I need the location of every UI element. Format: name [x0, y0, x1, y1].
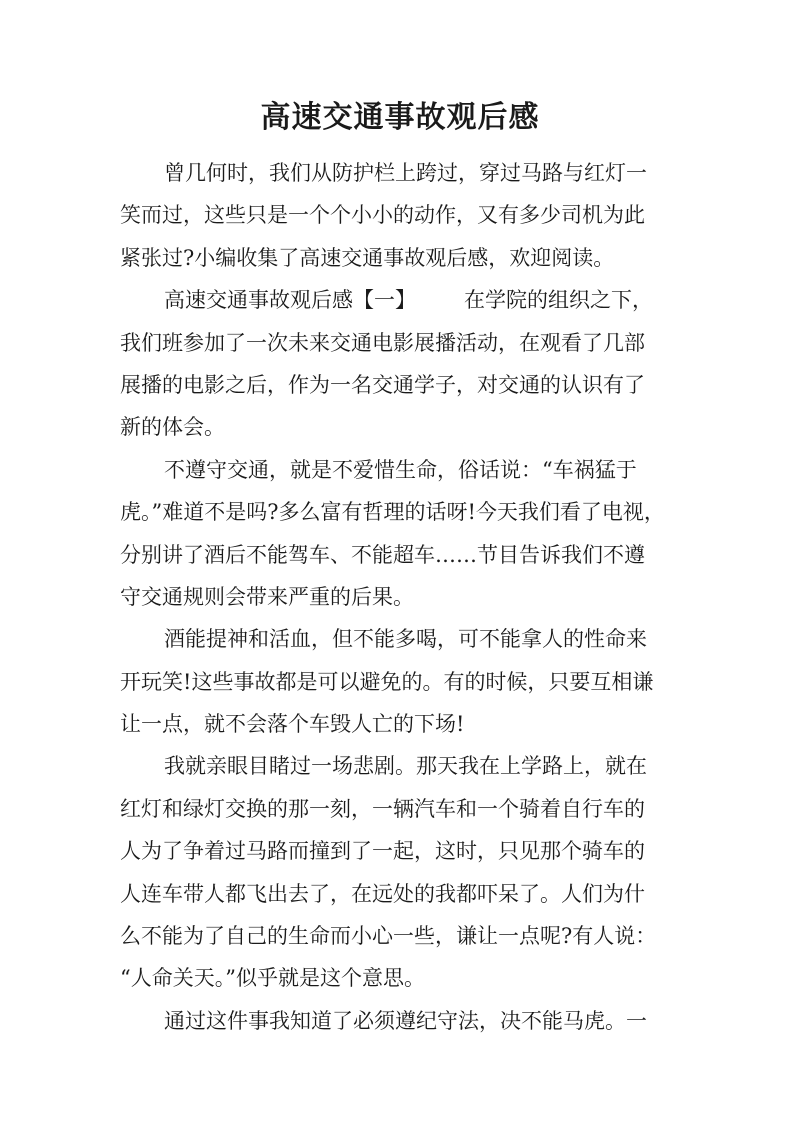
- text-line: 分别讲了酒后不能驾车、不能超车……节目告诉我们不遵: [120, 542, 645, 567]
- text-line: 酒能提神和活血，但不能多喝，可不能拿人的性命来: [164, 627, 647, 652]
- text-line: 让一点，就不会落个车毁人亡的下场!: [120, 712, 465, 737]
- text-line: 人为了争着过马路而撞到了一起，这时，只见那个骑车的: [120, 839, 645, 864]
- text-line: 笑而过，这些只是一个个小小的动作，又有多少司机为此: [120, 203, 645, 228]
- text-line: 我就亲眼目睹过一场悲剧。那天我在上学路上，就在: [164, 754, 647, 779]
- text-line: 人连车带人都飞出去了，在远处的我都吓呆了。人们为什: [120, 881, 645, 906]
- text-line: 展播的电影之后，作为一名交通学子，对交通的认识有了: [120, 372, 645, 397]
- text-line: “人命关天。”似乎就是这个意思。: [120, 966, 425, 991]
- text-line: 我们班参加了一次未来交通电影展播活动，在观看了几部: [120, 330, 645, 355]
- document-title: 高速交通事故观后感: [260, 100, 540, 135]
- section-heading: 高速交通事故观后感【一】: [164, 288, 416, 313]
- text-line: 不遵守交通，就是不爱惜生命，俗话说：“车祸猛于: [164, 457, 637, 482]
- text-fragment: 在学院的组织之下，: [464, 288, 653, 313]
- text-line: 开玩笑!这些事故都是可以避免的。有的时候，只要互相谦: [120, 669, 654, 694]
- text-line: 虎。”难道不是吗?多么富有哲理的话呀!今天我们看了电视，: [120, 500, 665, 525]
- section-heading-line: [120, 279, 680, 321]
- text-line: 曾几何时，我们从防护栏上跨过，穿过马路与红灯一: [164, 161, 647, 185]
- text-line: 新的体会。: [120, 415, 225, 440]
- text-line: 紧张过?小编收集了高速交通事故观后感，欢迎阅读。: [120, 245, 615, 270]
- text-line: 守交通规则会带来严重的后果。: [120, 584, 414, 609]
- text-line: 么不能为了自己的生命而小心一些，谦让一点呢?有人说：: [120, 924, 657, 949]
- document-body: [120, 152, 680, 1042]
- text-line: 通过这件事我知道了必须遵纪守法，决不能马虎。一: [164, 1008, 647, 1033]
- text-line: 红灯和绿灯交换的那一刻，一辆汽车和一个骑着自行车的: [120, 796, 645, 821]
